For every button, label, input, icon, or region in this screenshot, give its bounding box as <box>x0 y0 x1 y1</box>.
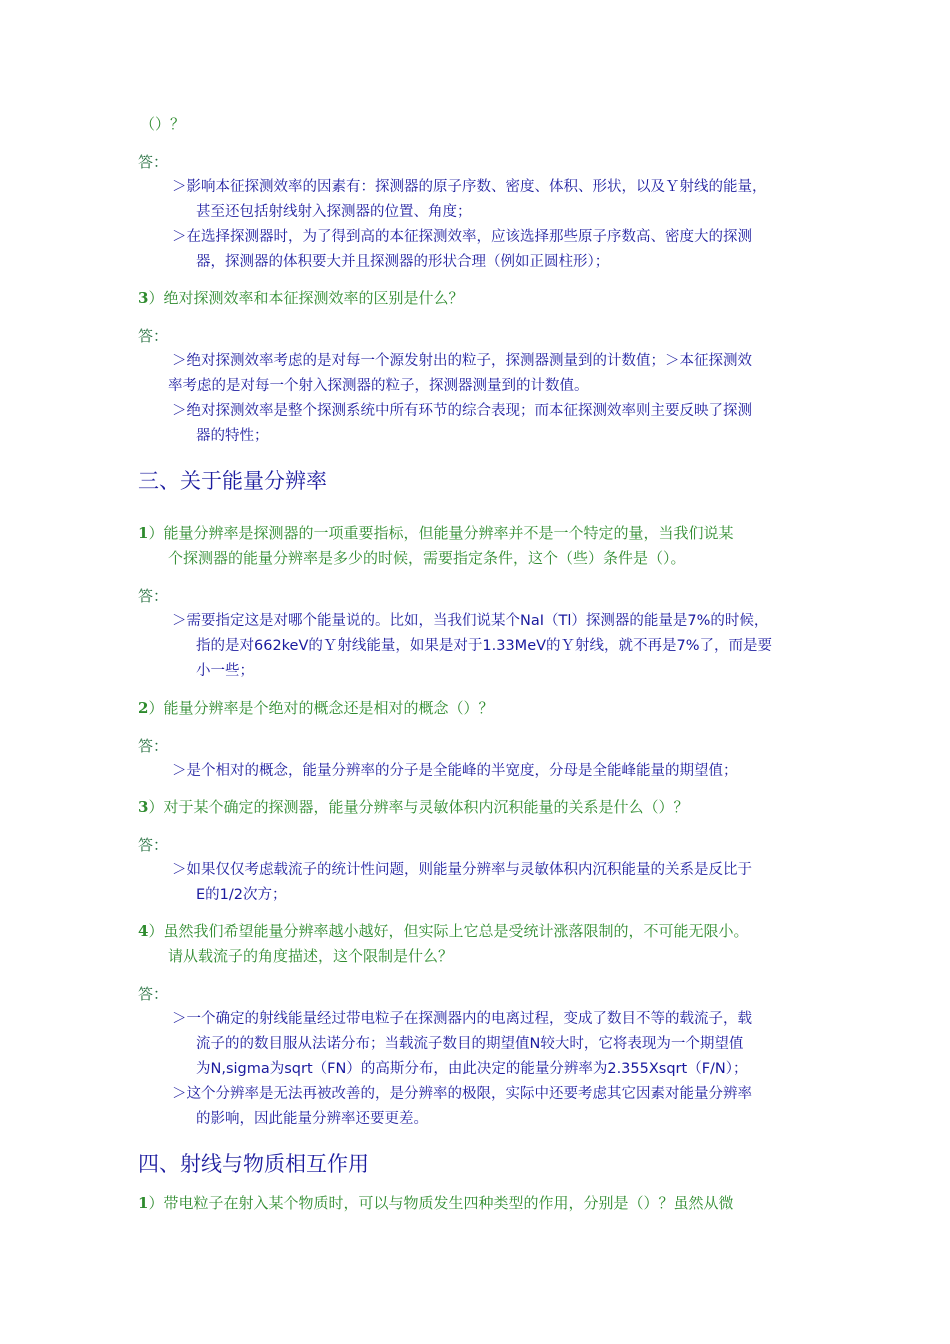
question-text: ）能量分辨率是探测器的一项重要指标，但能量分辨率并不是一个特定的量，当我们说某 <box>148 524 734 542</box>
answer-line: 率考虑的是对每一个射入探测器的粒子，探测器测量到的计数值。 <box>168 378 589 394</box>
answer-line: 的影响，因此能量分辨率还要更差。 <box>196 1111 428 1127</box>
answer-label: 答： <box>138 327 169 345</box>
answer-label: 答： <box>138 985 169 1003</box>
answer-line: ＞如果仅仅考虑载流子的统计性问题，则能量分辨率与灵敏体积内沉积能量的关系是反比于 <box>172 862 752 878</box>
question-number: 1 <box>138 524 149 542</box>
answer-line: 流子的的数目服从法诺分布；当载流子数目的期望值N较大时，它将表现为一个期望值 <box>196 1036 744 1052</box>
question-tail: （）？ <box>140 115 186 133</box>
answer-line: E的1/2次方； <box>196 887 287 903</box>
question-number: 3 <box>138 798 149 816</box>
question <box>138 523 733 543</box>
answer-line: ＞绝对探测效率考虑的是对每一个源发射出的粒子，探测器测量到的计数值；＞本征探测效 <box>172 353 752 369</box>
answer-line: ＞这个分辨率是无法再被改善的，是分辨率的极限，实际中还要考虑其它因素对能量分辨率 <box>172 1086 752 1102</box>
question <box>138 1193 733 1213</box>
question-text: ）对于某个确定的探测器，能量分辨率与灵敏体积内沉积能量的关系是什么（）？ <box>148 798 689 816</box>
question <box>138 698 493 718</box>
section-heading: 四、射线与物质相互作用 <box>138 1152 369 1176</box>
question-number: 3 <box>138 289 149 307</box>
question-number: 2 <box>138 699 149 717</box>
answer-line: ＞影响本征探测效率的因素有：探测器的原子序数、密度、体积、形状，以及Ｙ射线的能量， <box>172 179 767 195</box>
question <box>138 288 463 308</box>
answer-line: 指的是对662keV的Ｙ射线能量，如果是对于1.33MeV的Ｙ射线，就不再是7%了，而是要 <box>196 638 773 654</box>
question-text: ）带电粒子在射入某个物质时，可以与物质发生四种类型的作用，分别是（）？虽然从微 <box>148 1194 734 1212</box>
answer-line: 器的特性； <box>196 428 269 444</box>
answer-label: 答： <box>138 836 169 854</box>
question-text: 请从载流子的角度描述，这个限制是什么？ <box>168 947 454 965</box>
answer-line: ＞是个相对的概念，能量分辨率的分子是全能峰的半宽度，分母是全能峰能量的期望值； <box>172 763 738 779</box>
question <box>138 921 748 941</box>
answer-line: 器，探测器的体积要大并且探测器的形状合理（例如正圆柱形）； <box>196 254 610 270</box>
answer-line: ＞在选择探测器时，为了得到高的本征探测效率，应该选择那些原子序数高、密度大的探测 <box>172 229 752 245</box>
question <box>138 797 688 817</box>
answer-line: ＞绝对探测效率是整个探测系统中所有环节的综合表现；而本征探测效率则主要反映了探测 <box>172 403 752 419</box>
question-number: 1 <box>138 1194 149 1212</box>
question-text: 个探测器的能量分辨率是多少的时候，需要指定条件，这个（些）条件是（）。 <box>168 549 686 567</box>
answer-line: 小一些； <box>196 663 254 679</box>
answer-label: 答： <box>138 737 169 755</box>
answer-label: 答： <box>138 587 169 605</box>
question-text: ）能量分辨率是个绝对的概念还是相对的概念（）？ <box>148 699 494 717</box>
answer-line: ＞需要指定这是对哪个能量说的。比如，当我们说某个NaI（Tl）探测器的能量是7%的时候， <box>172 613 769 629</box>
section-heading: 三、关于能量分辨率 <box>138 469 327 493</box>
answer-line: 为N,sigma为sqrt（FN）的高斯分布，由此决定的能量分辨率为2.355Xsqrt（F/N）； <box>196 1061 748 1077</box>
question-text: ）虽然我们希望能量分辨率越小越好，但实际上它总是受统计涨落限制的，不可能无限小。 <box>148 922 749 940</box>
answer-line: 甚至还包括射线射入探测器的位置、角度； <box>196 204 472 220</box>
answer-line: ＞一个确定的射线能量经过带电粒子在探测器内的电离过程，变成了数目不等的载流子，载 <box>172 1011 752 1027</box>
question-number: 4 <box>138 922 149 940</box>
answer-label: 答： <box>138 153 169 171</box>
question-text: ）绝对探测效率和本征探测效率的区别是什么？ <box>148 289 464 307</box>
